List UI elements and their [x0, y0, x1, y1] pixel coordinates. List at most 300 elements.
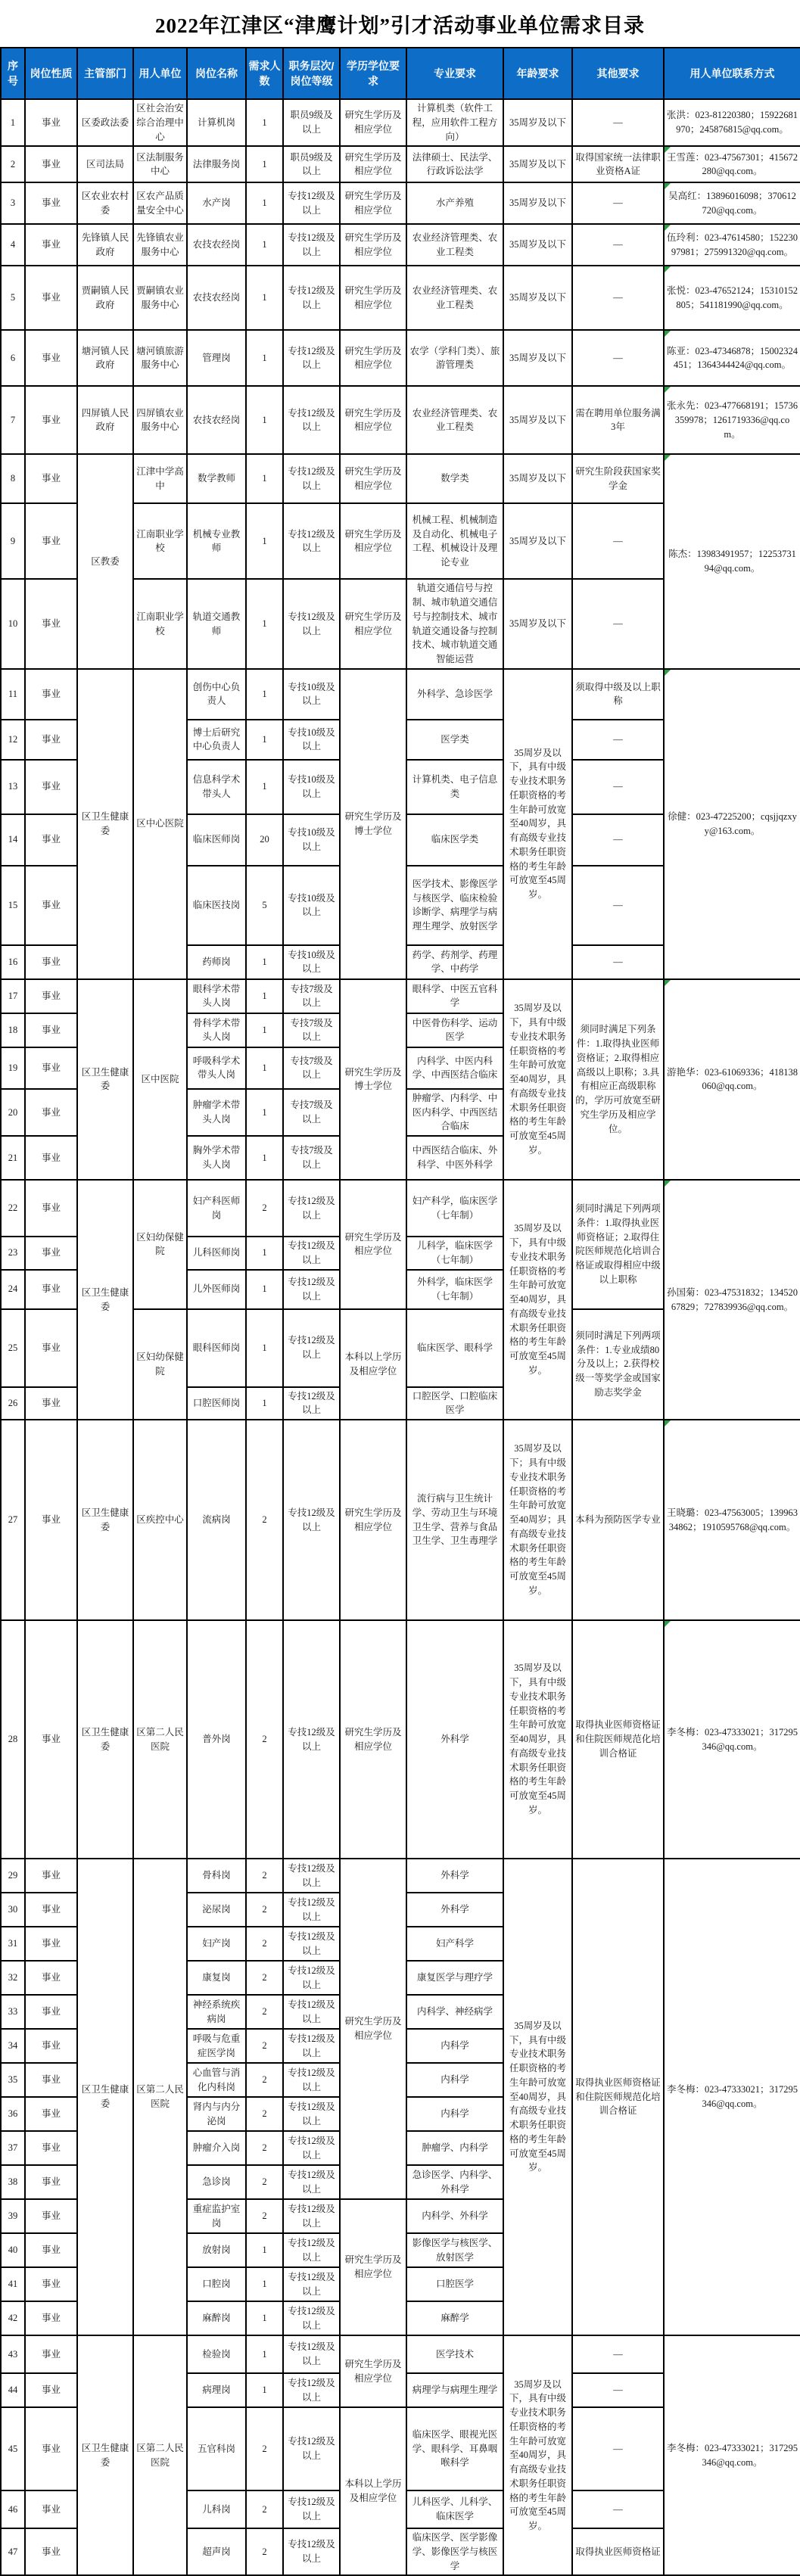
cell-text: 康复岗 [202, 1972, 231, 1983]
cell-major [406, 669, 503, 720]
cell-major [406, 1420, 503, 1620]
comment-marker-icon [665, 1420, 671, 1426]
cell-no [1, 1387, 25, 1420]
cell-text: — [613, 899, 623, 910]
cell-text: 44 [8, 2385, 18, 2396]
cell-type [25, 2029, 77, 2063]
cell-level [283, 503, 340, 579]
cell-text: 孙国菊：023-47531832；13452067829；727839936@qq.com。 [667, 1286, 798, 1312]
cell-text: 眼科医师岗 [192, 1342, 241, 1353]
cell-age [503, 1180, 572, 1420]
cell-type [25, 330, 77, 386]
cell-text: 江津中学高中 [136, 466, 184, 491]
cell-text: 临床医技岗 [192, 899, 241, 910]
cell-text: 五官科岗 [197, 2443, 235, 2454]
cell-age [503, 1420, 572, 1620]
cell-text: 本科以上学历及相应学位 [344, 1352, 402, 1377]
cell-text: 区卫生健康委 [81, 1286, 129, 1312]
cell-text: 7 [10, 414, 16, 425]
cell-text: 35周岁及以下 [509, 352, 566, 363]
cell-dept [77, 146, 133, 182]
cell-no [1, 1270, 25, 1309]
cell-no [1, 720, 25, 760]
cell-text: 临床医学类 [431, 834, 479, 845]
cell-text: 信息科学术带头人 [192, 774, 241, 799]
cell-no [1, 2490, 25, 2528]
cell-post [187, 1961, 246, 1995]
cell-count [246, 1013, 283, 1047]
cell-text: 李冬梅：023-47333021；317295346@qq.com。 [667, 2084, 798, 2109]
cell-text: 管理岗 [202, 352, 231, 363]
cell-text: 2 [262, 1870, 267, 1881]
cell-major [406, 1927, 503, 1961]
cell-count [246, 814, 283, 866]
cell-text: 区中心医院 [136, 818, 184, 829]
cell-text: 专技12级及以上 [288, 2237, 335, 2263]
cell-text: 事业 [41, 834, 61, 845]
cell-text: 肿瘤介入岗 [192, 2142, 241, 2154]
cell-text: — [613, 2348, 623, 2360]
cell-text: 20 [8, 1106, 18, 1118]
cell-age [503, 579, 572, 669]
cell-major [406, 2131, 503, 2165]
cell-contact [664, 146, 800, 182]
cell-text: 事业 [41, 1106, 61, 1118]
cell-text: 区农产品质量安全中心 [136, 191, 184, 216]
cell-text: 研究生学历及相应学位 [344, 1231, 402, 1257]
cell-post [187, 1180, 246, 1237]
cell-other [572, 2528, 664, 2575]
cell-post [187, 1309, 246, 1387]
cell-employer [133, 182, 187, 224]
cell-post [187, 1013, 246, 1047]
cell-no [1, 1237, 25, 1270]
cell-dept [77, 224, 133, 266]
cell-text: 专技7级及以上 [290, 1145, 333, 1170]
cell-no [1, 669, 25, 720]
cell-text: 计算机类（软件工程，应用软件工程方向） [412, 103, 498, 142]
cell-count [246, 503, 283, 579]
cell-post [187, 2335, 246, 2373]
cell-post [187, 1136, 246, 1180]
cell-level [283, 1995, 340, 2029]
cell-text: 2 [262, 1972, 267, 1983]
cell-text: 区卫生健康委 [81, 1507, 129, 1532]
cell-text: 事业 [41, 414, 61, 425]
cell-text: 事业 [41, 2503, 61, 2515]
cell-employer [133, 979, 187, 1180]
cell-type [25, 1136, 77, 1180]
cell-count [246, 1995, 283, 2029]
cell-text: 35周岁及以下 [509, 292, 566, 303]
cell-level [283, 454, 340, 503]
cell-age [503, 979, 572, 1180]
cell-no [1, 2097, 25, 2131]
cell-count [246, 1620, 283, 1859]
cell-count [246, 146, 283, 182]
cell-no [1, 1089, 25, 1136]
cell-text: 病理学与病理生理学 [412, 2385, 498, 2396]
table-row [1, 99, 800, 146]
cell-text: 四屏镇农业服务中心 [136, 407, 184, 433]
cell-age [503, 503, 572, 579]
cell-text: 1 [262, 1152, 267, 1163]
cell-text: 江南职业学校 [136, 528, 184, 554]
cell-level [283, 1387, 340, 1420]
cell-text: 事业 [41, 2040, 61, 2052]
cell-text: 事业 [41, 990, 61, 1001]
cell-level [283, 1237, 340, 1270]
cell-other [572, 146, 664, 182]
cell-major [406, 503, 503, 579]
cell-contact [664, 1180, 800, 1420]
cell-text: 1 [262, 1247, 267, 1258]
cell-text: 临床医学、眼视光医学、眼科学、耳鼻咽喉科学 [412, 2428, 498, 2469]
page-title: 2022年江津区“津鹰计划”引才活动事业单位需求目录 [155, 14, 645, 37]
cell-text: 专技12级及以上 [288, 1965, 335, 1990]
cell-text: 机械工程、机械制造及自动化、机械电子工程、机械设计及理论专业 [412, 514, 498, 568]
cell-text: 需在聘用单位服务满3年 [575, 407, 661, 433]
cell-major [406, 2063, 503, 2097]
cell-text: 40 [8, 2245, 18, 2256]
cell-text: 专技7级及以上 [290, 1017, 333, 1043]
table-row [1, 182, 800, 224]
cell-text: 职员9级及以上 [290, 151, 333, 177]
cell-no [1, 2267, 25, 2301]
cell-text: 专技10级及以上 [288, 726, 335, 752]
cell-level [283, 2097, 340, 2131]
cell-text: 法律硕士、民法学、行政诉讼法学 [412, 151, 498, 177]
cell-text: 王雪莲：023-47567301；415672280@qq.com。 [667, 151, 798, 177]
cell-level [283, 945, 340, 979]
cell-text: 专技12级及以上 [288, 1335, 335, 1360]
cell-type [25, 2199, 77, 2233]
cell-post [187, 1420, 246, 1620]
cell-type [25, 669, 77, 720]
cell-major [406, 1961, 503, 1995]
cell-text: 事业 [41, 1938, 61, 1949]
cell-text: 研究生学历及相应学位 [344, 2016, 402, 2041]
cell-no [1, 2335, 25, 2373]
cell-text: 33 [8, 2006, 18, 2018]
table-row [1, 2335, 800, 2373]
cell-no [1, 330, 25, 386]
table-row [1, 386, 800, 454]
cell-text: 事业 [41, 352, 61, 363]
cell-text: 妇产科学 [435, 1938, 474, 1949]
cell-text: 事业 [41, 1904, 61, 1915]
cell-text: 区第二人民医院 [136, 2084, 184, 2109]
cell-text: 口腔医学、口腔临床医学 [412, 1390, 498, 1416]
cell-text: 2 [262, 2210, 267, 2222]
cell-text: 内科学 [440, 2040, 469, 2052]
table-row [1, 330, 800, 386]
cell-education [340, 330, 406, 386]
cell-post [187, 1270, 246, 1309]
cell-level [283, 2199, 340, 2233]
cell-text: 事业 [41, 1202, 61, 1214]
cell-contact [664, 669, 800, 979]
cell-no [1, 2373, 25, 2407]
cell-major [406, 866, 503, 945]
cell-type [25, 945, 77, 979]
cell-text: 专技12级及以上 [288, 1862, 335, 1888]
cell-text: 37 [8, 2142, 18, 2154]
cell-level [283, 1047, 340, 1089]
cell-text: 呼吸科学术带头人岗 [192, 1055, 241, 1081]
cell-text: 专技12级及以上 [288, 232, 335, 257]
cell-text: 法律服务岗 [192, 158, 241, 170]
cell-text: 1 [262, 239, 267, 250]
cell-level [283, 330, 340, 386]
cell-text: 专技12级及以上 [288, 1726, 335, 1752]
cell-text: 5 [10, 292, 16, 303]
cell-dept [77, 386, 133, 454]
cell-level [283, 720, 340, 760]
cell-post [187, 2029, 246, 2063]
cell-text: 内科学、神经病学 [416, 2006, 493, 2018]
cell-major [406, 814, 503, 866]
cell-contact [664, 1859, 800, 2335]
cell-text: 区农业农村委 [81, 191, 129, 216]
cell-level [283, 2267, 340, 2301]
cell-text: 塘河镇旅游服务中心 [136, 345, 184, 371]
cell-text: 内科学 [440, 2108, 469, 2120]
cell-education [340, 1309, 406, 1420]
cell-no [1, 1013, 25, 1047]
cell-text: — [613, 239, 623, 250]
cell-count [246, 945, 283, 979]
cell-text: 伍玲利：023-47614580；15223097981；275991320@qq.com。 [667, 232, 798, 257]
cell-text: — [613, 352, 623, 363]
cell-type [25, 2373, 77, 2407]
cell-text: 35周岁及以下 [509, 618, 566, 630]
cell-type [25, 503, 77, 579]
cell-post [187, 330, 246, 386]
cell-text: 事业 [41, 2348, 61, 2360]
cell-text: 区妇幼保健院 [136, 1352, 184, 1377]
cell-no [1, 1927, 25, 1961]
cell-text: 专技10级及以上 [288, 774, 335, 799]
cell-text: 1 [262, 1062, 267, 1073]
cell-text: 35周岁及以下；具有中级专业技术职务任职资格的考生年龄可放宽至40周岁；具有高级专业技术职务任职资格的考生年龄可放宽至45周岁。 [509, 1443, 566, 1596]
cell-no [1, 146, 25, 182]
cell-post [187, 2131, 246, 2165]
cell-text: 专技12级及以上 [288, 2067, 335, 2092]
cell-post [187, 814, 246, 866]
cell-post [187, 1995, 246, 2029]
cell-post [187, 1893, 246, 1927]
cell-text: 35周岁及以下 [509, 117, 566, 128]
cell-text: 农技农经岗 [192, 239, 241, 250]
cell-text: 取得国家统一法律职业资格A证 [575, 151, 661, 177]
cell-text: 骨科岗 [202, 1870, 231, 1881]
cell-text: 35周岁及以下，具有中级专业技术职务任职资格的考生年龄可放宽至40周岁，具有高级专业技术职务任职资格的考生年龄可放宽至45周岁。 [509, 1663, 566, 1815]
cell-post [187, 945, 246, 979]
cell-text: 重症监护室岗 [192, 2203, 241, 2229]
cell-employer [133, 146, 187, 182]
cell-text: 9 [10, 535, 16, 546]
cell-count [246, 979, 283, 1013]
cell-dept [77, 330, 133, 386]
cell-text: 42 [8, 2313, 18, 2324]
comment-marker-icon [665, 225, 671, 231]
cell-text: 1 [262, 956, 267, 967]
cell-text: 专技12级及以上 [288, 1507, 335, 1532]
cell-text: 医学技术 [435, 2348, 474, 2360]
cell-text: 16 [8, 956, 18, 967]
cell-post [187, 2407, 246, 2490]
cell-text: 张悦：023-47652124；15310152805；541181990@qq.com。 [667, 285, 798, 310]
cell-text: 专技12级及以上 [288, 2539, 335, 2565]
cell-text: 2 [10, 158, 16, 170]
cell-text: 事业 [41, 2443, 61, 2454]
cell-type [25, 1893, 77, 1927]
cell-text: 取得执业医师资格证 [575, 2546, 661, 2557]
cell-text: 35周岁及以下 [509, 473, 566, 484]
cell-text: 35周岁及以下 [509, 414, 566, 425]
column-header-dept: 主管部门 [77, 48, 133, 99]
cell-type [25, 2490, 77, 2528]
cell-type [25, 2097, 77, 2131]
cell-text: 张永先：023-477668191；15736359978；1261719336@qq.com。 [667, 400, 798, 440]
cell-age [503, 1620, 572, 1859]
cell-text: 医学类 [440, 733, 469, 745]
cell-text: 事业 [41, 2279, 61, 2290]
cell-count [246, 669, 283, 720]
cell-contact [664, 1420, 800, 1620]
cell-text: 2 [262, 2040, 267, 2052]
cell-text: 事业 [41, 2074, 61, 2086]
cell-text: 区卫生健康委 [81, 811, 129, 836]
cell-text: 区社会治安综合治理中心 [136, 103, 184, 142]
cell-other [572, 330, 664, 386]
cell-level [283, 1927, 340, 1961]
cell-employer [133, 669, 187, 979]
cell-level [283, 1089, 340, 1136]
cell-text: 2 [262, 1514, 267, 1526]
cell-education [340, 1620, 406, 1859]
cell-text: 心血管与消化内科岗 [192, 2067, 241, 2092]
table-row [1, 1859, 800, 1893]
cell-type [25, 1237, 77, 1270]
cell-type [25, 182, 77, 224]
cell-level [283, 2373, 340, 2407]
cell-text: 1 [10, 117, 16, 128]
cell-text: 专技12级及以上 [288, 1240, 335, 1265]
cell-text: 事业 [41, 1397, 61, 1408]
cell-text: 研究生学历及相应学位 [344, 110, 402, 135]
cell-major [406, 1136, 503, 1180]
comment-marker-icon [665, 183, 671, 189]
cell-education [340, 979, 406, 1180]
cell-text: 农技农经岗 [192, 292, 241, 303]
cell-text: 内科学 [440, 2074, 469, 2086]
cell-other [572, 224, 664, 266]
cell-text: 2 [262, 1202, 267, 1214]
cell-text: 事业 [41, 2142, 61, 2154]
cell-text: 徐健：023-47225200；cqsjjqzxyy@163.com。 [668, 811, 797, 836]
cell-contact [664, 266, 800, 330]
cell-type [25, 2267, 77, 2301]
cell-text: 事业 [41, 2108, 61, 2120]
cell-text: 事业 [41, 1247, 61, 1258]
cell-text: 农技农经岗 [192, 414, 241, 425]
cell-major [406, 2301, 503, 2335]
cell-text: 区法制服务中心 [136, 151, 184, 177]
cell-text: 专技7级及以上 [290, 1055, 333, 1081]
cell-level [283, 979, 340, 1013]
cell-text: 1 [262, 1283, 267, 1295]
cell-post [187, 1387, 246, 1420]
cell-count [246, 2373, 283, 2407]
cell-post [187, 99, 246, 146]
cell-post [187, 224, 246, 266]
cell-level [283, 2233, 340, 2267]
comment-marker-icon [665, 147, 671, 153]
cell-text: 1 [262, 2385, 267, 2396]
cell-text: 研究生学历及相应学位 [344, 232, 402, 257]
cell-text: 专技12级及以上 [288, 2101, 335, 2126]
cell-text: 骨科学术带头人岗 [192, 1017, 241, 1043]
cell-type [25, 1309, 77, 1387]
cell-level [283, 1270, 340, 1309]
cell-other [572, 182, 664, 224]
cell-type [25, 1089, 77, 1136]
cell-type [25, 146, 77, 182]
cell-age [503, 669, 572, 979]
cell-major [406, 224, 503, 266]
cell-text: 胸外学术带头人岗 [192, 1145, 241, 1170]
cell-count [246, 1420, 283, 1620]
cell-contact [664, 330, 800, 386]
cell-text: 事业 [41, 1972, 61, 1983]
cell-text: — [613, 733, 623, 745]
cell-education [340, 99, 406, 146]
cell-text: 外科学 [440, 1870, 469, 1881]
cell-major [406, 2490, 503, 2528]
cell-post [187, 669, 246, 720]
cell-level [283, 1859, 340, 1893]
cell-post [187, 2490, 246, 2528]
cell-employer [133, 224, 187, 266]
cell-contact [664, 2335, 800, 2575]
cell-major [406, 1995, 503, 2029]
cell-text: 博士后研究中心负责人 [192, 726, 241, 752]
cell-text: 2 [262, 2074, 267, 2086]
cell-text: 农业经济管理类、农业工程类 [412, 232, 498, 257]
cell-count [246, 2063, 283, 2097]
cell-other [572, 503, 664, 579]
cell-text: 急诊岗 [202, 2176, 231, 2188]
cell-text: 流行病与卫生统计学、劳动卫生与环境卫生学、营养与食品卫生学、卫生毒理学 [412, 1493, 498, 1547]
cell-type [25, 1047, 77, 1089]
cell-text: 2 [262, 1938, 267, 1949]
cell-count [246, 1270, 283, 1309]
cell-text: 口腔医学 [435, 2279, 474, 2290]
cell-count [246, 720, 283, 760]
cell-text: 事业 [41, 2006, 61, 2018]
cell-count [246, 579, 283, 669]
cell-no [1, 1995, 25, 2029]
cell-text: 李冬梅：023-47333021；317295346@qq.com。 [667, 2442, 798, 2468]
cell-education [340, 669, 406, 979]
cell-level [283, 579, 340, 669]
cell-type [25, 1927, 77, 1961]
cell-count [246, 182, 283, 224]
cell-count [246, 99, 283, 146]
cell-text: 事业 [41, 1062, 61, 1073]
